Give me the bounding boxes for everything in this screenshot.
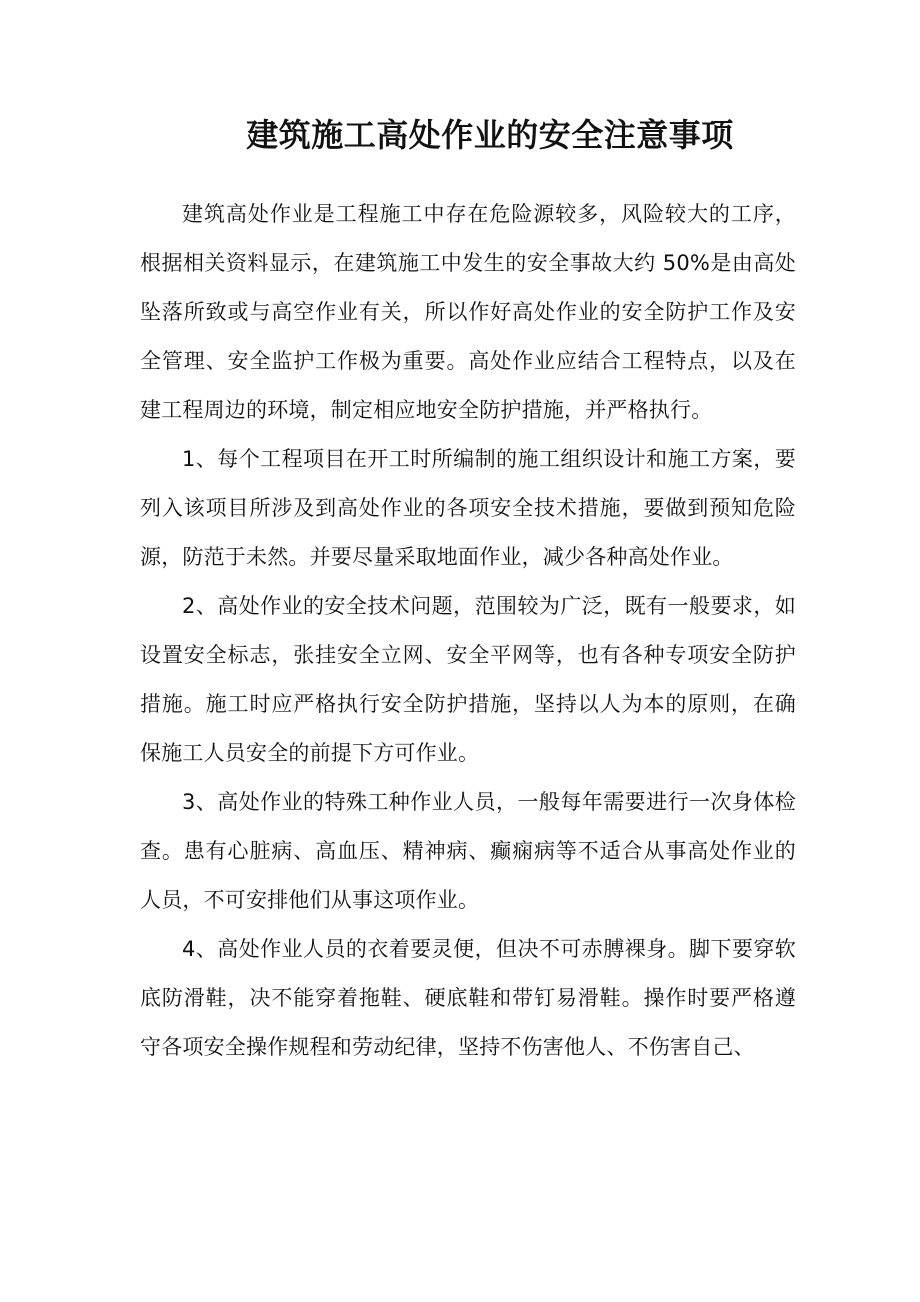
paragraph-item-2: 2、高处作业的安全技术问题，范围较为广泛，既有一般要求，如设置安全标志，张挂安全立网、安全平网等，也有各种专项安全防护措施。施工时应严格执行安全防护措施，坚持以人为本的原则，在确保施工人员安全的前提下方可作业。 (140, 594, 796, 765)
paragraph-intro: 建筑高处作业是工程施工中存在危险源较多，风险较大的工序，根据相关资料显示，在建筑施工中发生的安全事故大约 50%是由高处坠落所致或与高空作业有关，所以作好高处作业的安全防护工作及安全管理、安全监护工作极为重要。高处作业应结合工程特点，以及在建工程周边的环境，制定相应地安全防护措施，并严格执行。 (140, 202, 796, 422)
page-title: 建筑施工高处作业的安全注意事项 (246, 116, 734, 154)
document-body (140, 190, 796, 1072)
paragraph-item-3: 3、高处作业的特殊工种作业人员，一般每年需要进行一次身体检查。患有心脏病、高血压、精神病、癫痫病等不适合从事高处作业的人员，不可安排他们从事这项作业。 (140, 790, 796, 912)
paragraph-item-1: 1、每个工程项目在开工时所编制的施工组织设计和施工方案，要列入该项目所涉及到高处作业的各项安全技术措施，要做到预知危险源，防范于未然。并要尽量采取地面作业，减少各种高处作业。 (140, 447, 796, 569)
paragraph-item-4: 4、高处作业人员的衣着要灵便，但决不可赤膊裸身。脚下要穿软底防滑鞋，决不能穿着拖鞋、硬底鞋和带钉易滑鞋。操作时要严格遵守各项安全操作规程和劳动纪律，坚持不伤害他人、不伤害自己、 (140, 937, 796, 1059)
